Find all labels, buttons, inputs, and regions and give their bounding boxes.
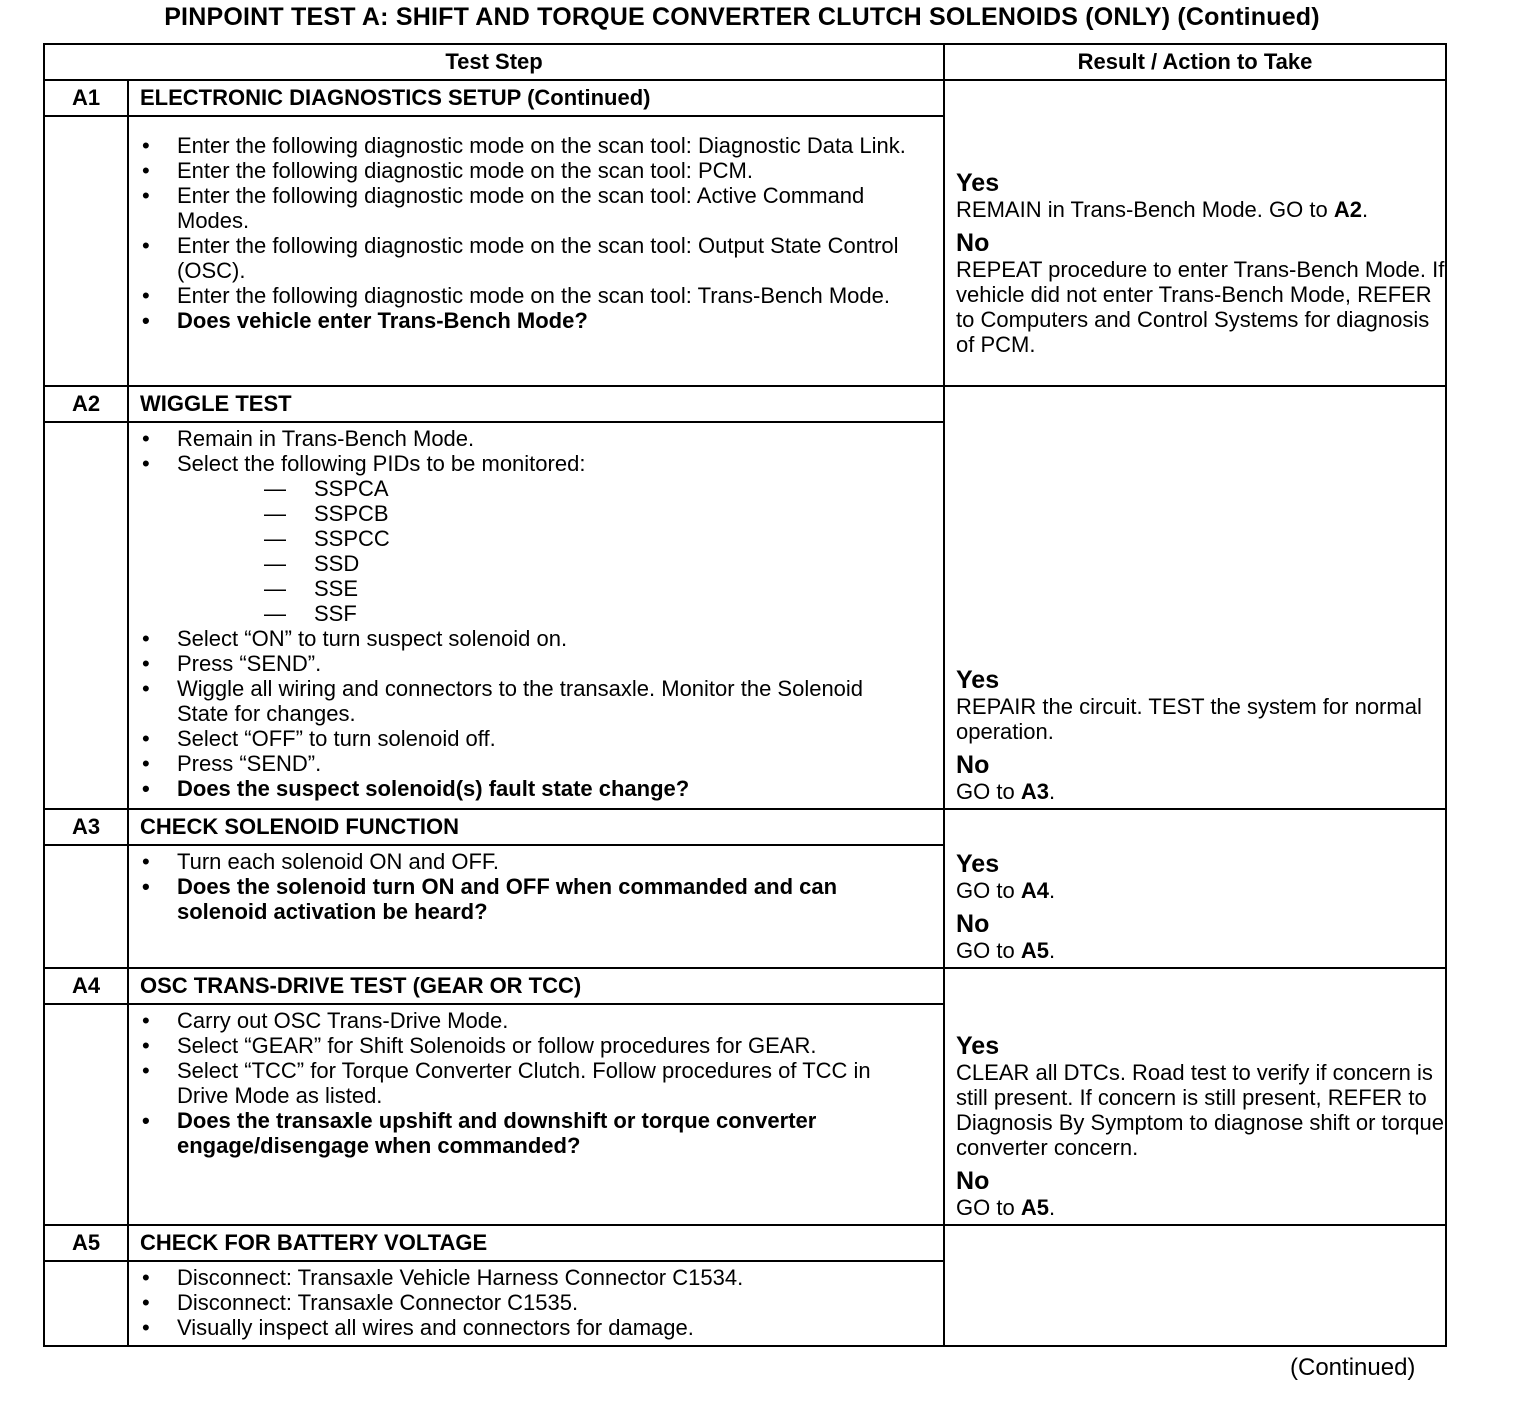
step-heading: CHECK SOLENOID FUNCTION [128, 809, 944, 845]
list-item: • Wiggle all wiring and connectors to the transaxle. Monitor the Solenoid State for changes. [177, 676, 913, 726]
no-label: No [956, 910, 990, 938]
step-question: • Does the transaxle upshift and downshift or torque converter engage/disengage when commanded? [177, 1108, 913, 1158]
step-id-spacer [44, 422, 128, 809]
pid-item: — SSPCB [314, 501, 913, 526]
step-heading: OSC TRANS-DRIVE TEST (GEAR OR TCC) [128, 968, 944, 1004]
pid-item: — SSE [314, 576, 913, 601]
yes-action: REPAIR the circuit. TEST the system for normal operation. [956, 694, 1422, 744]
step-a5-result [944, 1225, 1446, 1346]
pid-item: — SSF [314, 601, 913, 626]
step-question: • Does vehicle enter Trans-Bench Mode? [177, 308, 913, 333]
step-a5-heading-row [44, 1225, 1446, 1261]
list-item: • Select the following PIDs to be monitored: [177, 451, 913, 476]
step-heading: CHECK FOR BATTERY VOLTAGE [128, 1225, 944, 1261]
list-item: • Press “SEND”. [177, 751, 913, 776]
step-id: A4 [44, 968, 128, 1004]
no-action: GO to A5. [956, 1195, 1056, 1220]
step-question: • Does the suspect solenoid(s) fault state change? [177, 776, 913, 801]
step-a5-body [128, 1261, 944, 1346]
step-a3-heading-row [44, 809, 1446, 845]
continued-footer: (Continued) [1290, 1354, 1416, 1381]
list-item: • Enter the following diagnostic mode on the scan tool: Active Command Modes. [177, 183, 913, 233]
list-item: • Enter the following diagnostic mode on the scan tool: Trans-Bench Mode. [177, 283, 913, 308]
list-item: • Carry out OSC Trans-Drive Mode. [177, 1008, 913, 1033]
list-item: • Select “ON” to turn suspect solenoid on. [177, 626, 913, 651]
no-label: No [956, 1167, 990, 1195]
step-id: A2 [44, 386, 128, 422]
yes-action: CLEAR all DTCs. Road test to verify if concern is still present. If concern is still present, REFER to Diagnosis By Symptom to diagnose shift or torque converter concern. [956, 1060, 1444, 1160]
list-item: • Press “SEND”. [177, 651, 913, 676]
no-action: GO to A5. [956, 938, 1056, 963]
list-item: • Select “TCC” for Torque Converter Clutch. Follow procedures of TCC in Drive Mode as listed. [177, 1058, 913, 1108]
yes-label: Yes [956, 1032, 1000, 1060]
yes-label: Yes [956, 169, 1000, 197]
step-question: • Does the solenoid turn ON and OFF when commanded and can solenoid activation be heard? [177, 874, 913, 924]
step-heading: WIGGLE TEST [128, 386, 944, 422]
step-id-spacer [44, 845, 128, 968]
pid-item: — SSPCA [314, 476, 913, 501]
step-a4-body [128, 1004, 944, 1225]
yes-action: REMAIN in Trans-Bench Mode. GO to A2. [956, 197, 1369, 222]
step-a4-result [944, 968, 1446, 1225]
step-id: A5 [44, 1225, 128, 1261]
step-a1-heading-row [44, 80, 1446, 116]
list-item: • Enter the following diagnostic mode on the scan tool: PCM. [177, 158, 913, 183]
yes-label: Yes [956, 850, 1000, 878]
page-title: PINPOINT TEST A: SHIFT AND TORQUE CONVERTER CLUTCH SOLENOIDS (ONLY) (Continued) [164, 3, 1320, 31]
list-item: • Visually inspect all wires and connectors for damage. [177, 1315, 913, 1340]
list-item: • Enter the following diagnostic mode on the scan tool: Diagnostic Data Link. [177, 133, 913, 158]
step-id: A3 [44, 809, 128, 845]
list-item: • Select “GEAR” for Shift Solenoids or follow procedures for GEAR. [177, 1033, 913, 1058]
header-result: Result / Action to Take [944, 44, 1446, 80]
no-action: REPEAT procedure to enter Trans-Bench Mode. If vehicle did not enter Trans-Bench Mode, REFER to Computers and Control Systems for diagnosis of PCM. [956, 257, 1445, 357]
no-label: No [956, 751, 990, 779]
step-a1-result [944, 80, 1446, 386]
step-a3-body [128, 845, 944, 968]
no-action: GO to A3. [956, 779, 1056, 804]
list-item: • Select “OFF” to turn solenoid off. [177, 726, 913, 751]
list-item: • Remain in Trans-Bench Mode. [177, 426, 913, 451]
step-a1-body [128, 116, 944, 386]
list-item: • Disconnect: Transaxle Vehicle Harness Connector C1534. [177, 1265, 913, 1290]
yes-label: Yes [956, 666, 1000, 694]
list-item: • Turn each solenoid ON and OFF. [177, 849, 913, 874]
list-item: • Enter the following diagnostic mode on the scan tool: Output State Control (OSC). [177, 233, 913, 283]
pid-item: — SSD [314, 551, 913, 576]
step-id: A1 [44, 80, 128, 116]
table-header-row [44, 44, 1446, 80]
yes-action: GO to A4. [956, 878, 1056, 903]
step-a2-result [944, 386, 1446, 809]
step-id-spacer [44, 116, 128, 386]
step-heading: ELECTRONIC DIAGNOSTICS SETUP (Continued) [128, 80, 944, 116]
step-a3-result [944, 809, 1446, 968]
no-label: No [956, 229, 990, 257]
pinpoint-test-table [43, 43, 1447, 1347]
pid-item: — SSPCC [314, 526, 913, 551]
step-a2-heading-row [44, 386, 1446, 422]
list-item: • Disconnect: Transaxle Connector C1535. [177, 1290, 913, 1315]
step-a2-body [128, 422, 944, 809]
step-id-spacer [44, 1004, 128, 1225]
header-test-step: Test Step [44, 44, 944, 80]
pid-list [129, 476, 913, 626]
step-id-spacer [44, 1261, 128, 1346]
step-a4-heading-row [44, 968, 1446, 1004]
